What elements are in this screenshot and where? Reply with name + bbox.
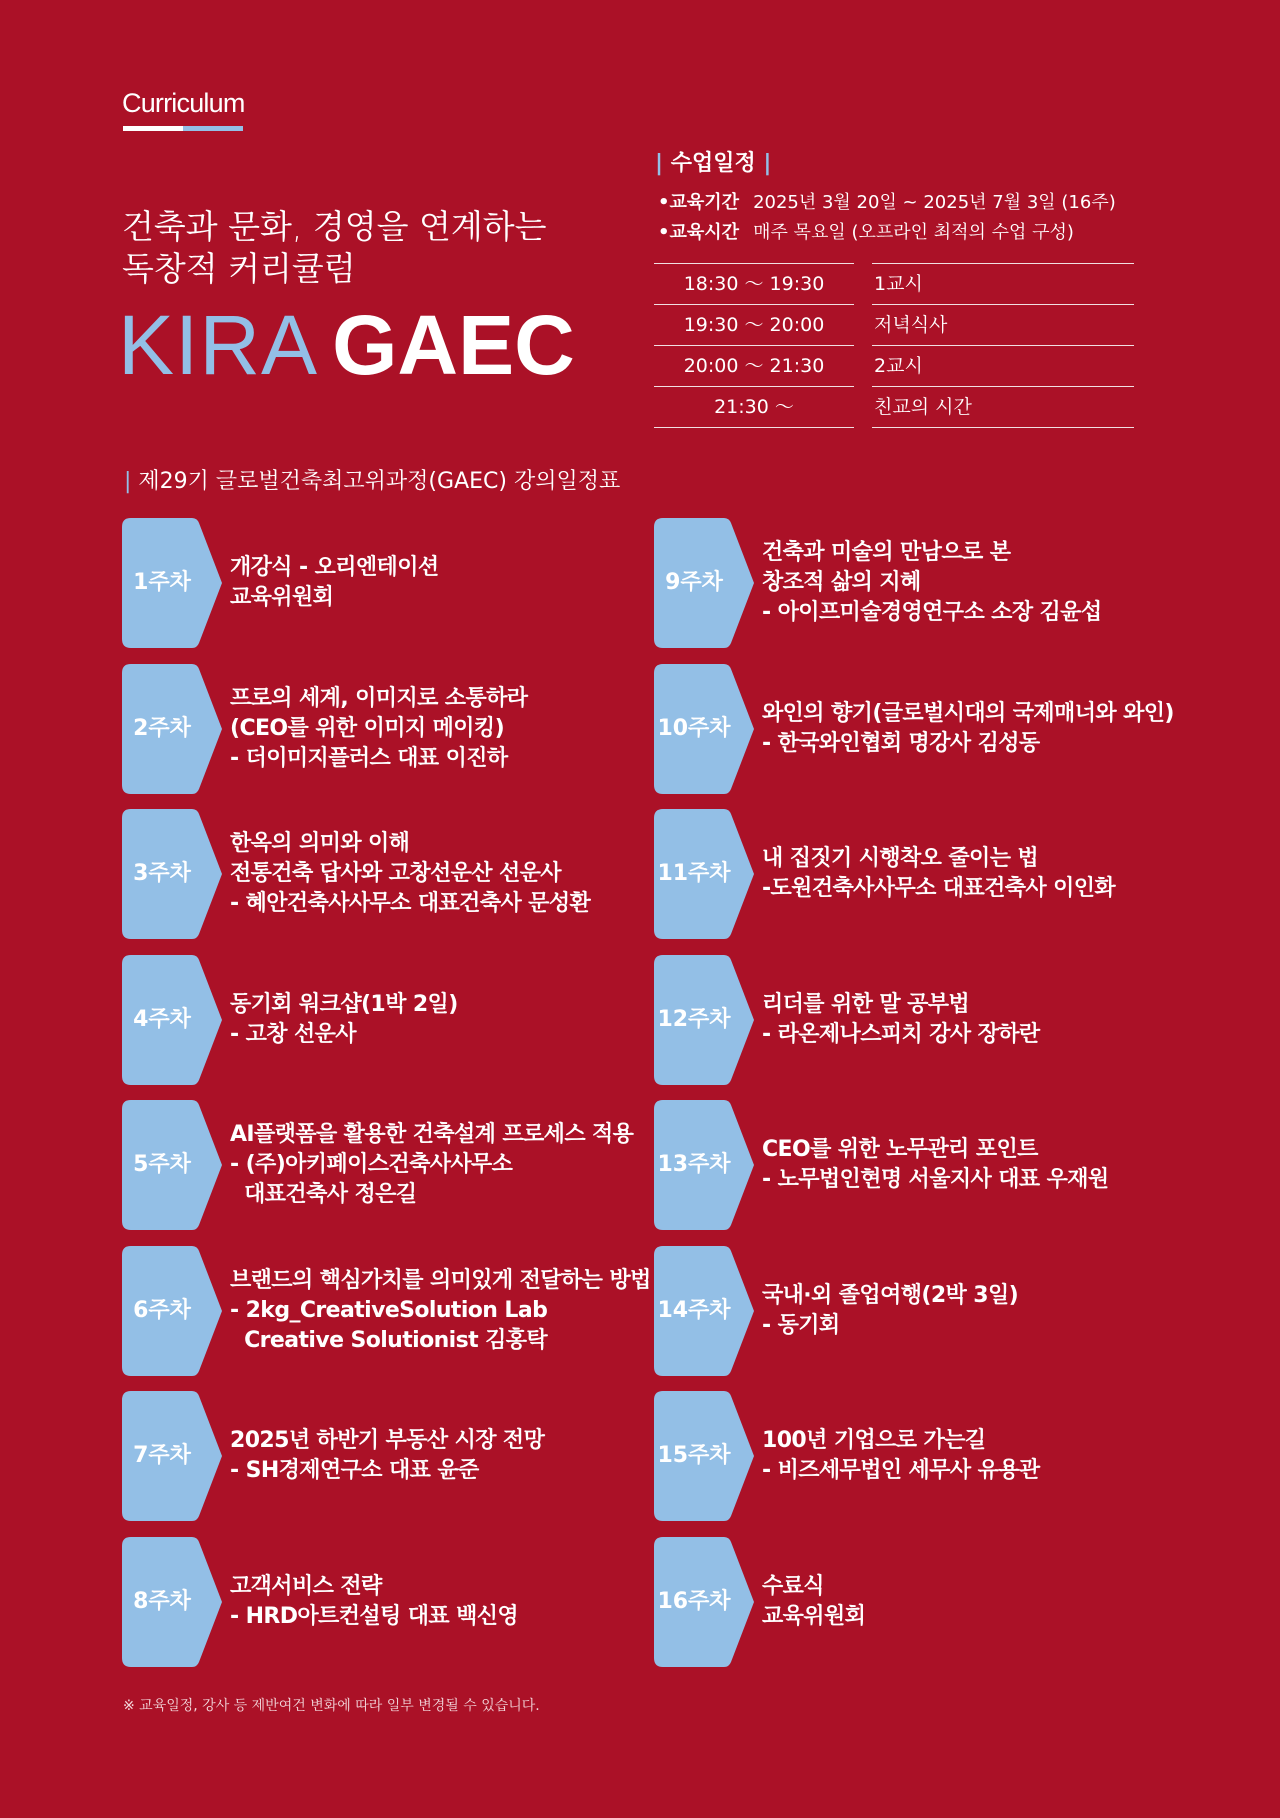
week-card [654,1246,1194,1376]
week-badge [122,1246,223,1376]
schedule-item: 친교의 시간 [872,387,1134,428]
week-card [654,1100,1194,1230]
logo-kira: KIRA [118,298,319,392]
week-content-line: 100년 기업으로 가는길 [762,1428,986,1453]
week-card [122,955,662,1085]
week-content-line: 동기회 워크샵(1박 2일) [230,991,458,1017]
week-content [230,955,458,1085]
week-card [654,809,1194,939]
week-label: 1주차 [133,570,191,595]
week-label: 9주차 [665,570,723,595]
week-content-line: 2025년 하반기 부동산 시장 전망 [230,1428,545,1453]
week-badge [654,1391,755,1521]
week-content-line: - 한국와인협회 명강사 김성동 [762,730,1040,756]
week-content-line: -도원건축사사무소 대표건축사 이인화 [762,876,1116,901]
week-content [230,664,527,794]
week-content [230,1246,651,1376]
week-card [654,955,1194,1085]
week-content-line: 와인의 향기(글로벌시대의 국제매너와 와인) [762,700,1174,726]
week-content-line: 전통건축 답사와 고창선운산 선운사 [230,861,561,886]
week-content-line: - SH경제연구소 대표 윤준 [230,1458,479,1483]
lecture-table-title: | 제29기 글로벌건축최고위과정(GAEC) 강의일정표 [124,469,621,494]
time-value: 매주 목요일 (오프라인 최적의 수업 구성) [753,222,1074,243]
tagline-line: 독창적 커리큘럼 [122,249,356,288]
period-label: •교육기간 [658,192,740,213]
week-label: 8주차 [133,1588,191,1614]
week-content-line: 고객서비스 전략 [230,1573,382,1599]
week-badge [122,1391,223,1521]
schedule-title-text: 수업일정 [670,151,756,176]
week-content-line: 건축과 미술의 만남으로 본 [762,540,1011,565]
week-content [230,1100,633,1230]
week-badge [122,1100,223,1230]
week-badge [654,1537,755,1667]
week-badge [654,518,755,648]
week-content-line: 내 집짓기 시행착오 줄이는 법 [762,846,1039,871]
week-content-line: 한옥의 의미와 이해 [230,831,410,856]
week-card [122,1537,662,1667]
week-content [230,1391,544,1521]
week-content-line: - 동기회 [762,1312,840,1338]
week-content-line: - 노무법인현명 서울지사 대표 우재원 [762,1167,1109,1192]
week-card [654,664,1194,794]
week-content-line: 브랜드의 핵심가치를 의미있게 전달하는 방법 [230,1267,651,1293]
schedule-time: 20:00 ～ 21:30 [654,346,854,387]
week-label: 15주차 [657,1443,731,1468]
week-card [654,1391,1194,1521]
week-card [122,809,662,939]
section-label: Curriculum [122,88,245,118]
week-content-line: - (주)아키페이스건축사사무소 [230,1152,513,1177]
week-label: 5주차 [133,1152,191,1177]
week-label: 7주차 [133,1443,191,1468]
week-content [230,809,590,939]
section-underline [123,126,243,131]
week-content-line: 교육위원회 [230,585,334,610]
period-row [658,188,1116,214]
schedule-item: 저녁식사 [872,305,1134,346]
week-label: 4주차 [133,1006,191,1032]
week-content [762,1391,1040,1521]
week-content-line: 프로의 세계, 이미지로 소통하라 [230,685,528,711]
tagline [122,206,547,290]
week-badge [654,1246,755,1376]
logo-gaec: GAEC [332,298,575,392]
week-label: 11주차 [657,861,731,886]
week-card [122,1100,662,1230]
week-content [762,1537,865,1667]
time-row [658,218,1074,244]
schedule-item: 2교시 [872,346,1134,387]
schedule-time: 21:30 ～ [654,387,854,428]
week-content [762,809,1115,939]
week-badge [122,664,223,794]
week-content [762,1100,1109,1230]
week-content [762,955,1040,1085]
program-logo [118,300,575,390]
week-content-line: 창조적 삶의 지혜 [762,570,921,595]
schedule-time: 19:30 ～ 20:00 [654,305,854,346]
week-content-line: - 비즈세무법인 세무사 유용관 [762,1458,1040,1483]
week-content-line: - 아이프미술경영연구소 소장 김윤섭 [762,600,1102,625]
week-card [122,1246,662,1376]
period-value: 2025년 3월 20일 ~ 2025년 7월 3일 (16주) [753,192,1116,213]
schedule-time: 18:30 ～ 19:30 [654,264,854,305]
lecture-table-title-text: 제29기 글로벌건축최고위과정(GAEC) 강의일정표 [138,469,621,494]
week-content-line: - 더이미지플러스 대표 이진하 [230,745,508,771]
week-content [762,664,1174,794]
week-badge [654,809,755,939]
week-card [654,518,1194,648]
week-content [230,1537,518,1667]
week-label: 14주차 [657,1297,731,1323]
week-content-line: - 2kg_CreativeSolution Lab [230,1297,548,1323]
week-card [122,1391,662,1521]
week-content-line: 국내·외 졸업여행(2박 3일) [762,1282,1019,1308]
week-content [762,1246,1018,1376]
week-card [122,518,662,648]
week-content-line: 수료식 [762,1573,824,1599]
week-content-line: - 혜안건축사사무소 대표건축사 문성환 [230,891,591,916]
week-content-line: AI플랫폼을 활용한 건축설계 프로세스 적용 [230,1122,634,1147]
tagline-line: 건축과 문화, 경영을 연계하는 [122,207,547,246]
week-content-line: 교육위원회 [762,1603,866,1629]
week-content-line: 대표건축사 정은길 [230,1182,417,1207]
week-badge [122,809,223,939]
week-content-line: - HRD아트컨설팅 대표 백신영 [230,1603,519,1629]
week-content [762,518,1102,648]
week-card [122,664,662,794]
week-label: 13주차 [657,1152,731,1177]
week-label: 16주차 [657,1588,731,1614]
week-content-line: 개강식 - 오리엔테이션 [230,555,439,580]
week-content-line: CEO를 위한 노무관리 포인트 [762,1137,1038,1162]
week-badge [654,664,755,794]
week-label: 12주차 [657,1006,731,1032]
time-label: •교육시간 [658,222,740,243]
week-badge [654,1100,755,1230]
week-content [230,518,439,648]
week-badge [122,955,223,1085]
week-content-line: Creative Solutionist 김홍탁 [230,1327,548,1353]
week-label: 2주차 [133,715,191,741]
week-content-line: - 고창 선운사 [230,1021,356,1047]
schedule-title: | 수업일정 | [655,151,772,176]
footer-note: ※ 교육일정, 강사 등 제반여건 변화에 따라 일부 변경될 수 있습니다. [123,1698,540,1714]
week-content-line: 리더를 위한 말 공부법 [762,991,970,1017]
week-badge [122,1537,223,1667]
week-card [654,1537,1194,1667]
week-label: 10주차 [657,715,731,741]
schedule-item: 1교시 [872,264,1134,305]
week-badge [654,955,755,1085]
week-content-line: (CEO를 위한 이미지 메이킹) [230,715,505,741]
week-label: 3주차 [133,861,191,886]
week-badge [122,518,223,648]
week-label: 6주차 [133,1297,191,1323]
week-content-line: - 라온제나스피치 강사 장하란 [762,1021,1040,1047]
